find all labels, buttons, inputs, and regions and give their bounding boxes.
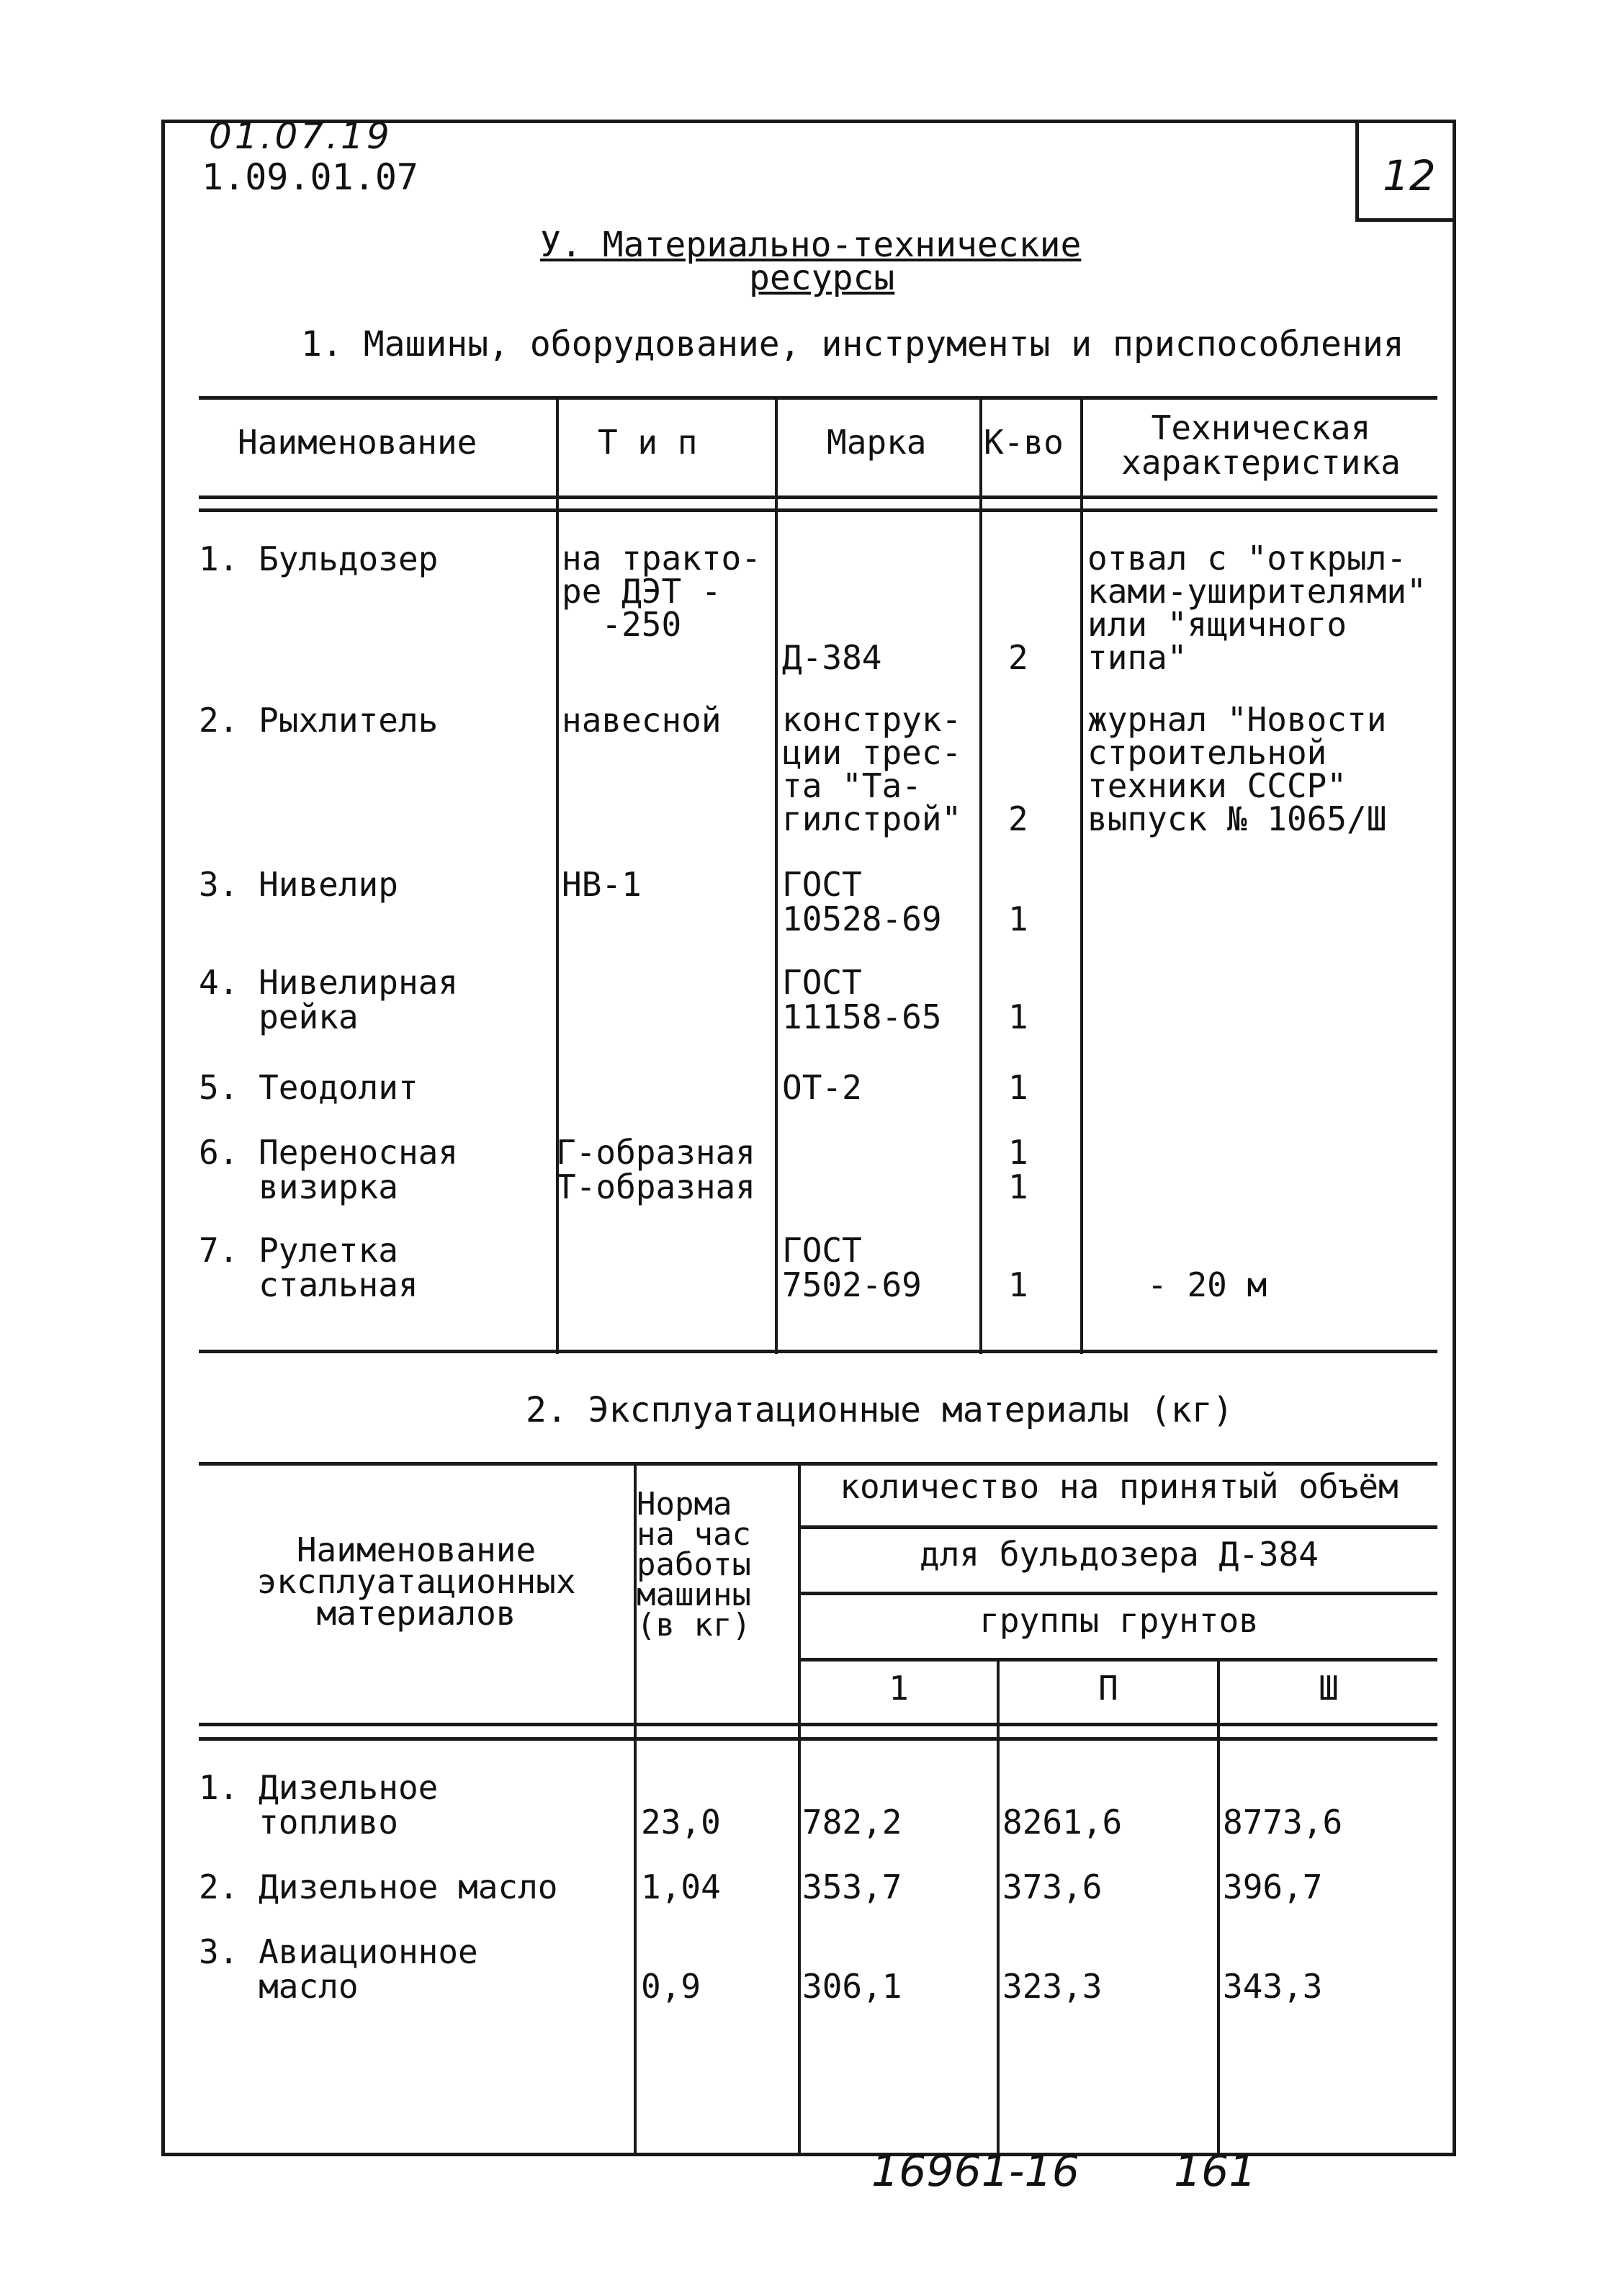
t2-group-3: Ш xyxy=(1319,1669,1339,1708)
table2-title: 2. Эксплуатационные материалы (кг) xyxy=(526,1390,1234,1430)
t1-cell-qty: 2 xyxy=(1008,799,1028,838)
t1-cell-mark: Д-384 xyxy=(782,638,882,677)
t1-cell-qty: 1 xyxy=(1008,997,1028,1036)
t2-cell-name: 3. Авиационное масло xyxy=(199,1932,478,2006)
t2-cell-norm: 0,9 xyxy=(641,1967,701,2006)
t1-header-name: Наименование xyxy=(238,423,477,462)
t1-cell-name: 1. Бульдозер xyxy=(199,539,439,578)
t2-cell-g3: 8773,6 xyxy=(1223,1803,1343,1842)
page-number: 12 xyxy=(1383,151,1436,200)
t2-cell-g1: 306,1 xyxy=(802,1967,902,2006)
t1-cell-spec: - 20 м xyxy=(1147,1265,1267,1304)
t1-header-qty: К-во xyxy=(984,423,1064,462)
t1-cell-type: НВ-1 xyxy=(562,865,642,904)
t1-cell-mark: ГОСТ 11158-65 xyxy=(782,963,942,1036)
t2-header-name: Наименование эксплуатационных материалов xyxy=(256,1530,576,1633)
section-title: У. Материально-технические xyxy=(540,225,1082,265)
t2-cell-g2: 323,3 xyxy=(1002,1967,1103,2006)
t1-cell-spec: отвал с "открыл- ками-уширителями" или "ящичного типа" xyxy=(1087,539,1427,677)
handwritten-footer-number: 161 xyxy=(1174,2146,1257,2197)
t1-cell-mark: ГОСТ 10528-69 xyxy=(782,865,942,938)
t1-cell-qty: 2 xyxy=(1008,638,1028,677)
t1-header-spec: Техническая характеристика xyxy=(1121,408,1401,482)
t1-cell-mark: ОТ-2 xyxy=(782,1068,862,1107)
document-code: 1.09.01.07 xyxy=(202,156,419,198)
table1-title: 1. Машины, оборудование, инструменты и приспособления xyxy=(301,324,1404,364)
t2-group-1: 1 xyxy=(889,1669,909,1708)
t1-cell-type: Г-образная Т-образная xyxy=(556,1133,755,1206)
t1-cell-name: 6. Переносная визирка xyxy=(199,1133,459,1206)
t2-cell-name: 2. Дизельное масло xyxy=(199,1867,558,1906)
t1-cell-mark: конструк- ции трес- та "Та- гилстрой" xyxy=(782,700,962,838)
t2-cell-name: 1. Дизельное топливо xyxy=(199,1768,439,1842)
t1-header-mark: Марка xyxy=(827,423,927,462)
t1-cell-qty: 1 1 xyxy=(1008,1133,1028,1206)
t1-cell-qty: 1 xyxy=(1008,1265,1028,1304)
t2-cell-g1: 782,2 xyxy=(802,1803,902,1842)
t2-header-groups: группы грунтов xyxy=(979,1601,1259,1640)
t2-cell-g2: 373,6 xyxy=(1002,1867,1103,1906)
t2-header-for: для бульдозера Д-384 xyxy=(920,1535,1319,1574)
t1-cell-spec: журнал "Новости строительной техники СССР" выпуск № 1065/Ш xyxy=(1087,700,1387,838)
t1-cell-type: навесной xyxy=(562,701,722,740)
t2-cell-g2: 8261,6 xyxy=(1002,1803,1123,1842)
t1-cell-name: 3. Нивелир xyxy=(199,865,398,904)
t1-cell-name: 2. Рыхлитель xyxy=(199,701,439,740)
handwritten-date: 01.07.19 xyxy=(209,115,392,157)
t2-cell-norm: 23,0 xyxy=(641,1803,721,1842)
t1-cell-qty: 1 xyxy=(1008,1068,1028,1107)
t2-cell-g1: 353,7 xyxy=(802,1867,902,1906)
t1-header-type: Т и п xyxy=(598,423,698,462)
t2-cell-g3: 343,3 xyxy=(1223,1967,1323,2006)
t2-header-norm: Норма на час работы машины (в кг) xyxy=(637,1486,751,1643)
t2-cell-norm: 1,04 xyxy=(641,1867,721,1906)
section-title-2: ресурсы xyxy=(749,258,895,298)
t1-cell-mark: ГОСТ 7502-69 xyxy=(782,1231,922,1304)
t2-cell-g3: 396,7 xyxy=(1223,1867,1323,1906)
t1-cell-name: 4. Нивелирная рейка xyxy=(199,963,459,1036)
t1-cell-name: 7. Рулетка стальная xyxy=(199,1231,418,1304)
t2-group-2: П xyxy=(1098,1669,1118,1708)
t2-header-qty: количество на принятый объём xyxy=(840,1467,1399,1506)
t1-cell-type: на тракто- ре ДЭТ - -250 xyxy=(562,539,761,644)
t1-cell-name: 5. Теодолит xyxy=(199,1068,418,1107)
t1-cell-qty: 1 xyxy=(1008,900,1028,938)
handwritten-footer-code: 16961-16 xyxy=(871,2146,1079,2197)
